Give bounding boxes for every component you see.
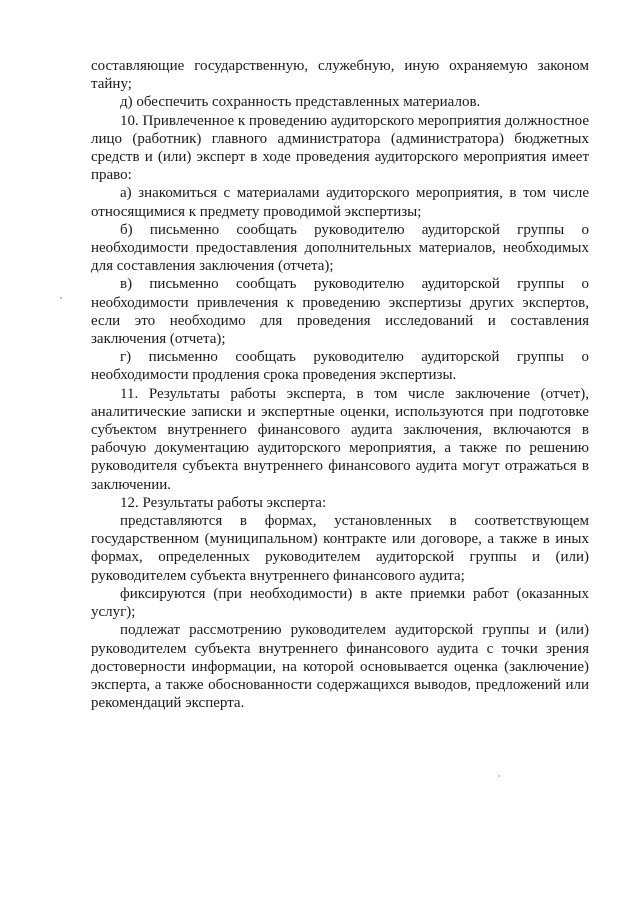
- clause-10-item-a: а) знакомиться с материалами аудиторского мероприятия, в том числе относящимися к предмету проводимой экспертизы;: [91, 185, 589, 220]
- clause-10-item-b: б) письменно сообщать руководителю аудиторской группы о необходимости предоставления дополнительных материалов, необходимых для составления заключения (отчета);: [91, 221, 589, 275]
- clause-11: 11. Результаты работы эксперта, в том числе заключение (отчет), аналитические записки и экспертные оценки, используются при подготовке субъектом внутреннего финансового аудита заключения, включаются в рабочую документацию аудиторского мероприятия, а также по решению руководителя субъекта внутреннего финансового аудита могут отражаться в заключении.: [91, 385, 589, 493]
- clause-12-item-1: представляются в формах, установленных в соответствующем государственном (муниципальном) контракте или договоре, а также в иных формах, определенных руководителем аудиторской группы и (или) руководителем субъекта внутреннего финансового аудита;: [91, 513, 589, 584]
- clause-10-item-g: г) письменно сообщать руководителю аудиторской группы о необходимости продления срока проведения экспертизы.: [91, 349, 589, 384]
- document-body: [91, 57, 589, 712]
- clause-10-item-v: в) письменно сообщать руководителю аудиторской группы о необходимости привлечения к проведению экспертизы других экспертов, если это необходимо для проведения исследований и составления заключения (отчета);: [91, 276, 589, 348]
- clause-12-item-3: подлежат рассмотрению руководителем аудиторской группы и (или) руководителем субъекта внутреннего финансового аудита с точки зрения достоверности информации, на которой основывается оценка (заключение) эксперта, а также обоснованности содержащихся выводов, предложений или рекомендаций эксперта.: [91, 622, 589, 712]
- clause-10: 10. Привлеченное к проведению аудиторского мероприятия должностное лицо (работник) главного администратора (администратора) бюджетных средств и (или) эксперт в ходе проведения аудиторского мероприятия имеет право:: [91, 112, 589, 184]
- list-item-d: д) обеспечить сохранность представленных материалов.: [120, 94, 481, 111]
- scan-artifact-dot: [498, 775, 500, 777]
- scan-artifact-dot: [60, 297, 62, 299]
- paragraph-continuation: составляющие государственную, служебную, иную охраняемую законом тайну;: [91, 58, 589, 93]
- clause-12: 12. Результаты работы эксперта:: [120, 494, 327, 511]
- clause-12-item-2: фиксируются (при необходимости) в акте приемки работ (оказанных услуг);: [91, 585, 589, 621]
